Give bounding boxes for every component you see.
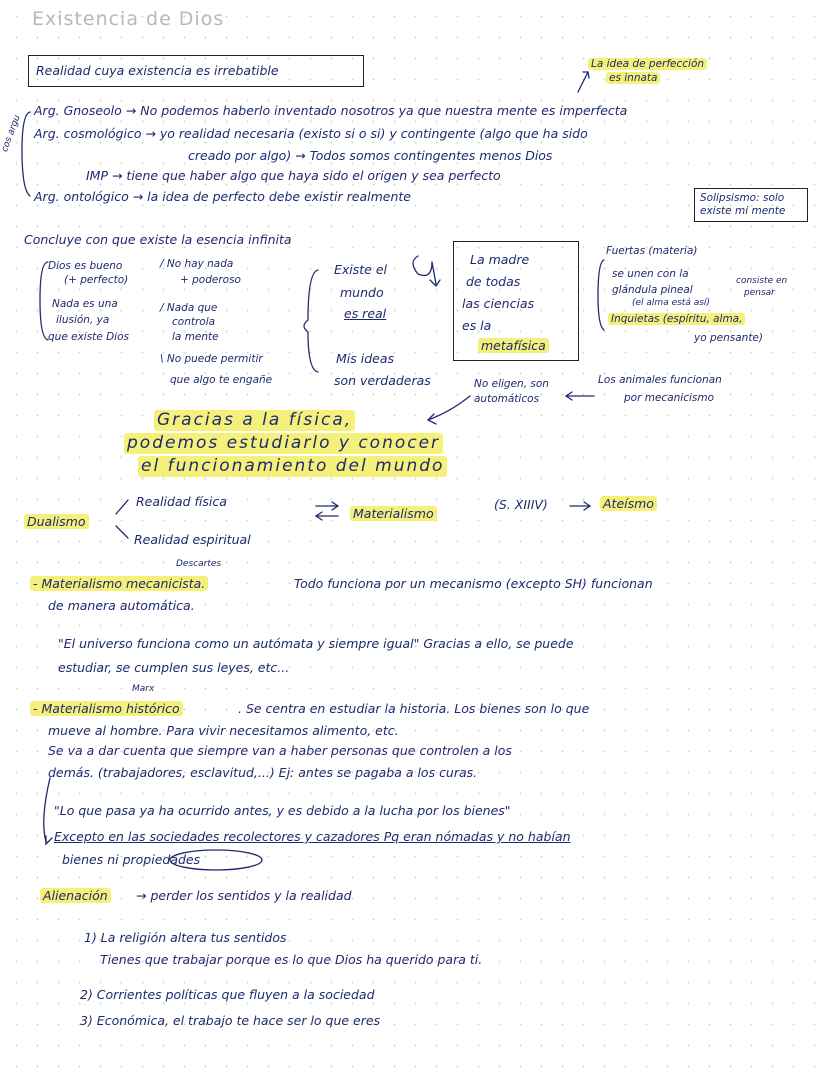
descartes-label: Descartes <box>176 559 222 569</box>
mecanicista-title: - Materialismo mecanicista. <box>30 576 208 591</box>
historico-quote: "Lo que pasa ya ha ocurrido antes, y es debido a la lucha por los bienes" <box>54 803 511 818</box>
automaticos: automáticos <box>474 393 539 405</box>
mecanicista-quote-1: "El universo funciona como un autómata y siempre igual" Gracias a ello, se puede <box>58 636 574 651</box>
por-mecanicismo: por mecanicismo <box>624 392 715 404</box>
pensar: pensar <box>744 288 775 298</box>
gracias-l3: el funcionamiento del mundo <box>138 456 447 477</box>
no-hay-nada: / No hay nada <box>160 258 234 270</box>
alienacion-def: → perder los sentidos y la realidad <box>136 888 352 903</box>
nada-ilusion-3: que existe Dios <box>48 331 129 343</box>
la-mente: la mente <box>172 331 219 343</box>
mundo: mundo <box>340 285 384 300</box>
no-eligen: No eligen, son <box>474 378 549 390</box>
solipsismo-line1: Solipsismo: solo <box>700 192 785 204</box>
historico-bienes: bienes ni propiedades <box>62 852 201 867</box>
historico-title: - Materialismo histórico <box>30 701 183 716</box>
madre-l5: metafísica <box>478 338 549 353</box>
alienacion-p2: 2) Corrientes políticas que fluyen a la sociedad <box>80 987 375 1002</box>
nada-ilusion-1: Nada es una <box>52 298 118 310</box>
argument-cosmologico-cont: creado por algo) → Todos somos contingentes menos Dios <box>188 148 553 163</box>
argument-ontologico: Arg. ontológico → la idea de perfecto debe existir realmente <box>34 189 411 204</box>
side-label: cos argu <box>0 113 23 154</box>
gracias-l2: podemos estudiarlo y conocer <box>124 433 443 454</box>
historico-l4: demás. (trabajadores, esclavitud,...) Ej: antes se pagaba a los curas. <box>48 765 478 780</box>
idea-note-line2: es innata <box>606 72 660 84</box>
animales-funcionan: Los animales funcionan <box>598 374 722 386</box>
dios-bueno: Dios es bueno <box>48 260 123 272</box>
argument-imp: IMP → tiene que haber algo que haya sido el origen y sea perfecto <box>86 168 501 183</box>
mecanicista-l1: Todo funciona por un mecanismo (excepto SH) funcionan <box>294 576 653 591</box>
dualismo-label: Dualismo <box>24 514 89 529</box>
es-real: es real <box>344 306 387 321</box>
consiste-en: consiste en <box>736 276 788 286</box>
existe-el: Existe el <box>334 262 388 277</box>
madre-l3: las ciencias <box>462 296 535 311</box>
argument-gnoseologico: Arg. Gnoseolo → No podemos haberlo inventado nosotros ya que nuestra mente es imperfecta <box>34 103 628 118</box>
gracias-l1: Gracias a la física, <box>154 410 355 431</box>
alienacion-p1b: Tienes que trabajar porque es lo que Dios ha querido para ti. <box>100 952 483 967</box>
mas-perfecto: (+ perfecto) <box>64 274 129 286</box>
mis-ideas: Mis ideas <box>336 351 395 366</box>
argument-cosmologico: Arg. cosmológico → yo realidad necesaria (existo si o si) y contingente (algo que ha sido <box>34 126 588 141</box>
alma-esta: (el alma está así) <box>632 298 710 308</box>
fuertas: Fuertas (materia) <box>606 245 698 257</box>
nada-que: / Nada que <box>160 302 218 314</box>
century: (S. XIIIV) <box>494 497 548 512</box>
alienacion-p3: 3) Económica, el trabajo te hace ser lo que eres <box>80 1013 381 1028</box>
inquietas: Inquietas (espíritu, alma, <box>608 313 745 325</box>
madre-l4: es la <box>462 318 492 333</box>
solipsismo-line2: existe mi mente <box>700 205 786 217</box>
alienacion-label: Alienación <box>40 888 111 903</box>
glandula: glándula pineal <box>612 284 693 296</box>
definition-text: Realidad cuya existencia es irrebatible <box>36 63 279 78</box>
historico-l2: mueve al hombre. Para vivir necesitamos alimento, etc. <box>48 723 399 738</box>
son-verdaderas: son verdaderas <box>334 373 431 388</box>
madre-l2: de todas <box>466 274 521 289</box>
historico-excepto: Excepto en las sociedades recolectores y cazadores Pq eran nómadas y no habían <box>54 829 571 844</box>
controla: controla <box>172 316 216 328</box>
mecanicista-l2: de manera automática. <box>48 598 195 613</box>
historico-l3: Se va a dar cuenta que siempre van a haber personas que controlen a los <box>48 743 512 758</box>
yo-pensante: yo pensante) <box>694 332 763 344</box>
realidad-fisica: Realidad física <box>136 494 227 509</box>
alienacion-p1: 1) La religión altera tus sentidos <box>84 930 287 945</box>
concluye-text: Concluye con que existe la esencia infinita <box>24 232 292 247</box>
nada-ilusion-2: ilusión, ya <box>56 314 110 326</box>
idea-note-line1: La idea de perfección <box>588 58 707 70</box>
marx-label: Marx <box>132 684 155 694</box>
materialismo-label: Materialismo <box>350 506 437 521</box>
mas-poderoso: + poderoso <box>180 274 241 286</box>
page-title: Existencia de Dios <box>32 8 225 30</box>
ateismo: Ateísmo <box>600 496 657 511</box>
no-puede-permitir: \ No puede permitir <box>160 353 263 365</box>
realidad-espiritual: Realidad espiritual <box>134 532 251 547</box>
historico-l1: . Se centra en estudiar la historia. Los bienes son lo que <box>238 701 590 716</box>
algo-te-engane: que algo te engañe <box>170 374 273 386</box>
mecanicista-quote-2: estudiar, se cumplen sus leyes, etc... <box>58 660 290 675</box>
madre-l1: La madre <box>470 252 530 267</box>
se-unen: se unen con la <box>612 268 689 280</box>
